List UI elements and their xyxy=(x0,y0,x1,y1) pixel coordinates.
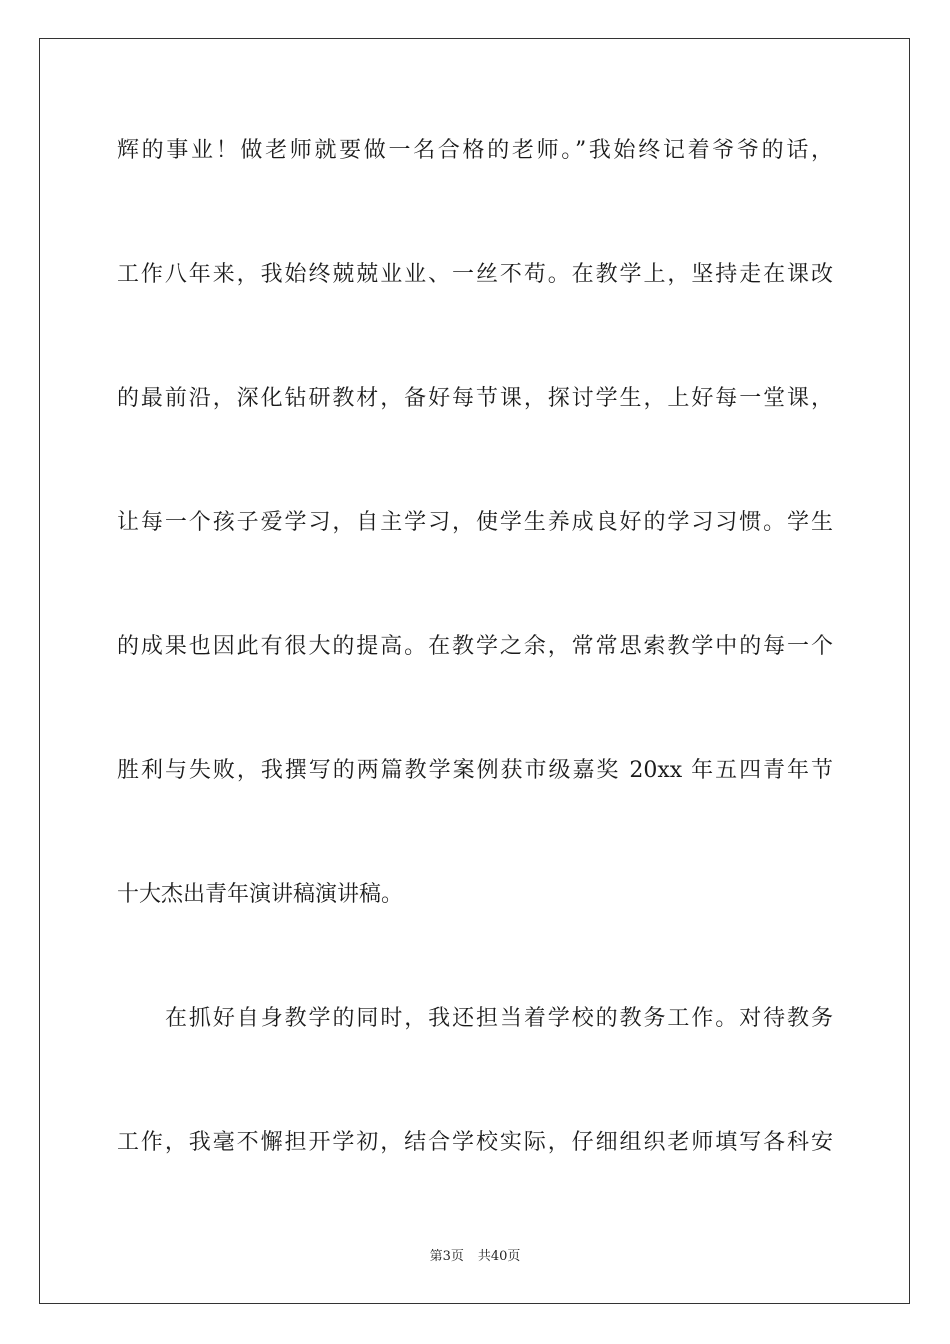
page-footer xyxy=(0,1248,950,1266)
body-text-line: 工作八年来，我始终兢兢业业、一丝不苟。在教学上，坚持走在课改 xyxy=(117,262,833,287)
page-number-current: 第3页 xyxy=(429,1249,464,1264)
body-text-line: 胜利与失败，我撰写的两篇教学案例获市级嘉奖 20xx 年五四青年节 xyxy=(117,758,833,783)
page-number-total: 共40页 xyxy=(477,1249,521,1264)
body-text-line: 的成果也因此有很大的提高。在教学之余，常常思索教学中的每一个 xyxy=(117,634,833,659)
body-text-line: 十大杰出青年演讲稿演讲稿。 xyxy=(117,882,404,907)
body-text-line: 的最前沿，深化钻研教材，备好每节课，探讨学生，上好每一堂课， xyxy=(117,386,833,411)
body-text-line: 辉的事业！做老师就要做一名合格的老师。”我始终记着爷爷的话， xyxy=(117,138,833,163)
page-border xyxy=(39,38,910,1304)
body-text-line: 工作，我毫不懈担开学初，结合学校实际，仔细组织老师填写各科安 xyxy=(117,1130,833,1155)
body-text-line: 让每一个孩子爱学习，自主学习，使学生养成良好的学习习惯。学生 xyxy=(117,510,833,535)
paragraph-first-line: 在抓好自身教学的同时，我还担当着学校的教务工作。对待教务 xyxy=(165,1006,833,1031)
